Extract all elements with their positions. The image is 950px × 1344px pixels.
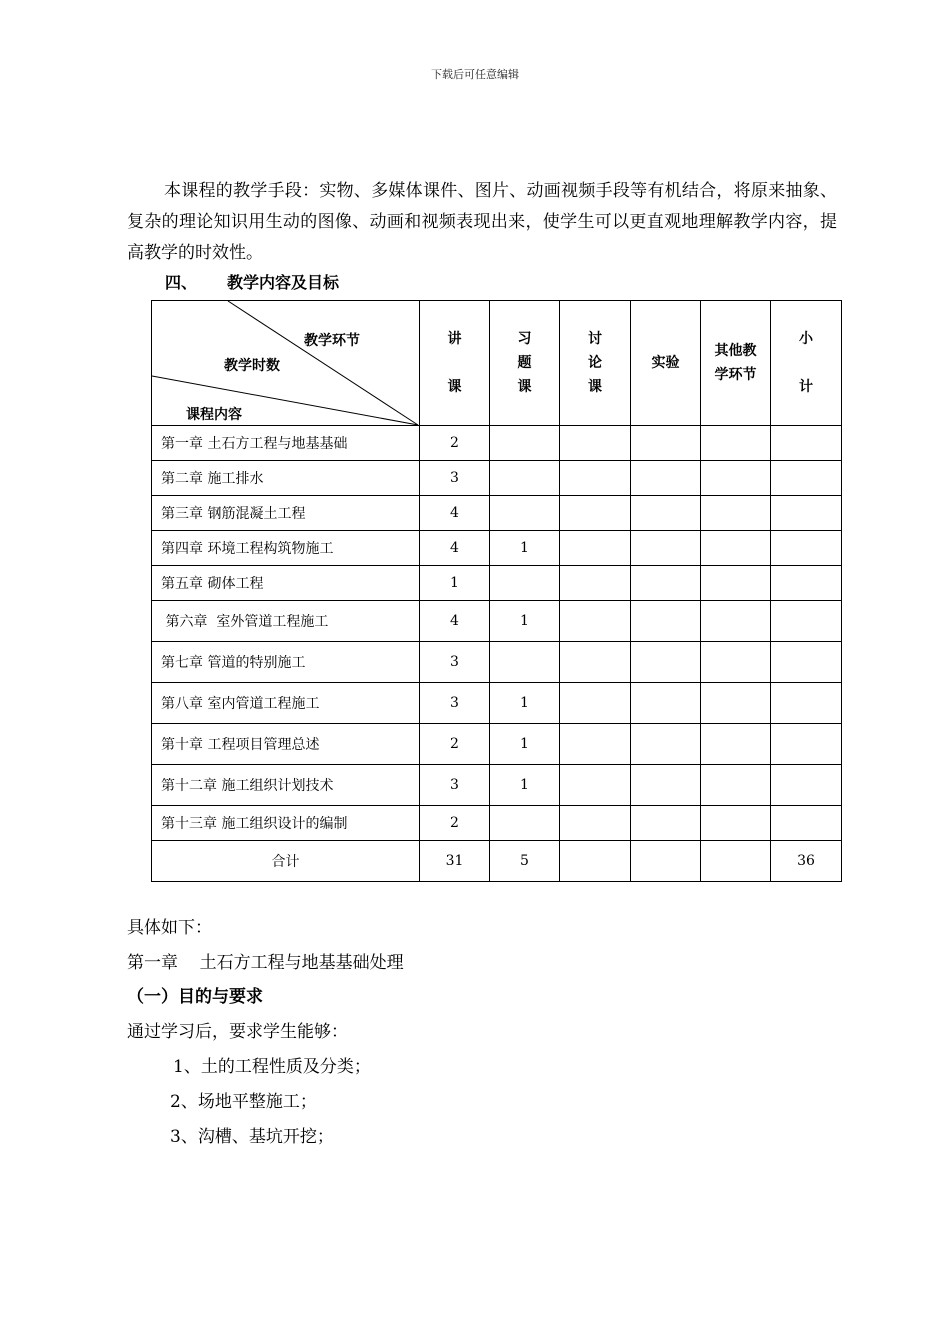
experiment-hours	[631, 683, 701, 724]
discussion-hours	[560, 461, 631, 496]
column-header-discussion: 讨 论 课	[560, 301, 631, 426]
exercise-hours: 1	[490, 724, 560, 765]
list-item: 2、场地平整施工；	[170, 1092, 317, 1112]
header-label-teaching-link: 教学环节	[304, 333, 360, 349]
column-header-exercise: 习 题 课	[490, 301, 560, 426]
table-row	[152, 496, 842, 531]
section-heading	[165, 270, 339, 293]
exercise-hours	[490, 426, 560, 461]
table-row	[152, 566, 842, 601]
diagonal-header-cell	[152, 301, 420, 426]
discussion-hours	[560, 642, 631, 683]
course-hours-table	[151, 300, 842, 882]
table-header-row	[152, 301, 842, 426]
lecture-hours: 4	[420, 531, 490, 566]
subtotal-hours	[771, 531, 842, 566]
total-label: 合计	[152, 841, 420, 882]
lecture-hours: 1	[420, 566, 490, 601]
discussion-hours	[560, 531, 631, 566]
experiment-hours	[631, 642, 701, 683]
lecture-hours: 3	[420, 683, 490, 724]
other-hours	[701, 601, 771, 642]
other-hours	[701, 806, 771, 841]
total-experiment-hours	[631, 841, 701, 882]
lecture-hours: 3	[420, 642, 490, 683]
other-hours	[701, 461, 771, 496]
table-row	[152, 806, 842, 841]
table-row	[152, 683, 842, 724]
other-hours	[701, 566, 771, 601]
page-header: 下载后可任意编辑	[431, 68, 519, 81]
subtotal-hours	[771, 642, 842, 683]
total-discussion-hours	[560, 841, 631, 882]
total-other-hours	[701, 841, 771, 882]
subtotal-hours	[771, 765, 842, 806]
other-hours	[701, 531, 771, 566]
discussion-hours	[560, 566, 631, 601]
chapter-cell: 第一章 土石方工程与地基基础	[152, 426, 420, 461]
table-total-row	[152, 841, 842, 882]
table-row	[152, 531, 842, 566]
exercise-hours: 1	[490, 531, 560, 566]
subtotal-hours	[771, 683, 842, 724]
subtotal-hours	[771, 724, 842, 765]
exercise-hours: 1	[490, 601, 560, 642]
other-hours	[701, 426, 771, 461]
experiment-hours	[631, 724, 701, 765]
requirements-intro: 通过学习后，要求学生能够：	[127, 1022, 348, 1042]
other-hours	[701, 765, 771, 806]
subtotal-hours	[771, 806, 842, 841]
lecture-hours: 4	[420, 496, 490, 531]
chapter-cell: 第四章 环境工程构筑物施工	[152, 531, 420, 566]
column-header-subtotal: 小 计	[771, 301, 842, 426]
header-label-teaching-hours: 教学时数	[224, 358, 280, 374]
column-header-experiment: 实验	[631, 301, 701, 426]
discussion-hours	[560, 806, 631, 841]
lecture-hours: 3	[420, 765, 490, 806]
section-number: 四、	[165, 273, 198, 292]
exercise-hours	[490, 496, 560, 531]
exercise-hours	[490, 461, 560, 496]
discussion-hours	[560, 765, 631, 806]
chapter-cell: 第八章 室内管道工程施工	[152, 683, 420, 724]
table-row	[152, 601, 842, 642]
discussion-hours	[560, 426, 631, 461]
details-lead: 具体如下：	[127, 918, 212, 938]
table-row	[152, 461, 842, 496]
other-hours	[701, 724, 771, 765]
exercise-hours	[490, 566, 560, 601]
column-header-other: 其他教 学环节	[701, 301, 771, 426]
other-hours	[701, 642, 771, 683]
discussion-hours	[560, 496, 631, 531]
list-item: 1、土的工程性质及分类；	[173, 1057, 371, 1077]
exercise-hours: 1	[490, 683, 560, 724]
subtotal-hours	[771, 426, 842, 461]
experiment-hours	[631, 461, 701, 496]
lecture-hours: 3	[420, 461, 490, 496]
table-row	[152, 426, 842, 461]
exercise-hours: 1	[490, 765, 560, 806]
intro-paragraph: 本课程的教学手段：实物、多媒体课件、图片、动画视频手段等有机结合，将原来抽象、复杂的理论知识用生动的图像、动画和视频表现出来，使学生可以更直观地理解教学内容，提高教学的时效性。	[127, 181, 837, 263]
total-subtotal-hours: 36	[771, 841, 842, 882]
exercise-hours	[490, 642, 560, 683]
subheading: （一）目的与要求	[127, 987, 263, 1007]
experiment-hours	[631, 496, 701, 531]
experiment-hours	[631, 765, 701, 806]
subtotal-hours	[771, 496, 842, 531]
chapter-cell: 第三章 钢筋混凝土工程	[152, 496, 420, 531]
total-lecture-hours: 31	[420, 841, 490, 882]
lecture-hours: 2	[420, 806, 490, 841]
chapter-cell: 第六章 室外管道工程施工	[152, 601, 420, 642]
chapter-cell: 第十章 工程项目管理总述	[152, 724, 420, 765]
table-row	[152, 765, 842, 806]
experiment-hours	[631, 426, 701, 461]
total-exercise-hours: 5	[490, 841, 560, 882]
list-item: 3、沟槽、基坑开挖；	[170, 1127, 334, 1147]
section-title: 教学内容及目标	[227, 273, 340, 292]
experiment-hours	[631, 566, 701, 601]
table-row	[152, 724, 842, 765]
lecture-hours: 4	[420, 601, 490, 642]
chapter-heading: 第一章 土石方工程与地基基础处理	[127, 953, 404, 973]
lecture-hours: 2	[420, 426, 490, 461]
column-header-lecture: 讲 课	[420, 301, 490, 426]
chapter-cell: 第十二章 施工组织计划技术	[152, 765, 420, 806]
discussion-hours	[560, 601, 631, 642]
other-hours	[701, 683, 771, 724]
lecture-hours: 2	[420, 724, 490, 765]
exercise-hours	[490, 806, 560, 841]
subtotal-hours	[771, 601, 842, 642]
chapter-cell: 第十三章 施工组织设计的编制	[152, 806, 420, 841]
table-row	[152, 642, 842, 683]
chapter-cell: 第五章 砌体工程	[152, 566, 420, 601]
discussion-hours	[560, 683, 631, 724]
chapter-cell: 第二章 施工排水	[152, 461, 420, 496]
experiment-hours	[631, 531, 701, 566]
chapter-cell: 第七章 管道的特别施工	[152, 642, 420, 683]
other-hours	[701, 496, 771, 531]
experiment-hours	[631, 806, 701, 841]
subtotal-hours	[771, 461, 842, 496]
subtotal-hours	[771, 566, 842, 601]
experiment-hours	[631, 601, 701, 642]
header-label-course-content: 课程内容	[186, 407, 242, 423]
discussion-hours	[560, 724, 631, 765]
